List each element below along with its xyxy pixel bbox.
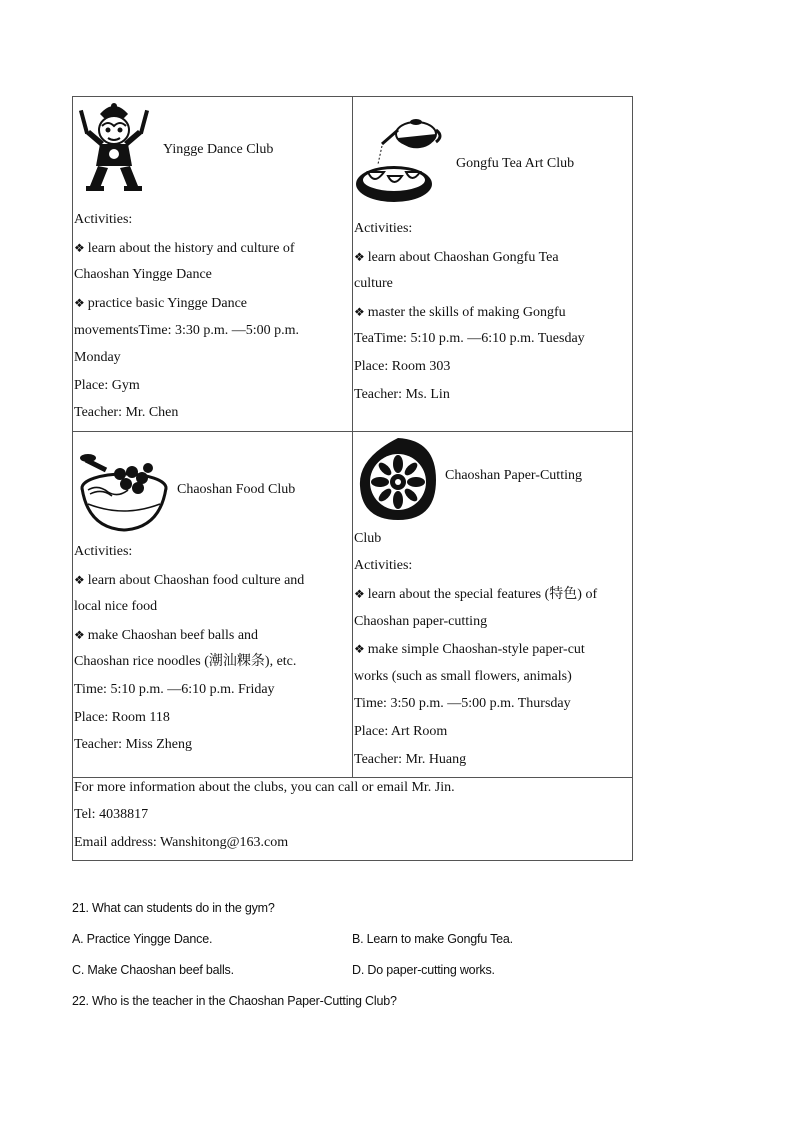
activity-text: make Chaoshan beef balls and bbox=[87, 628, 259, 643]
answer-option-d[interactable]: D. Do paper-cutting works. bbox=[352, 963, 495, 977]
teacher-text: Teacher: Mr. Huang bbox=[354, 752, 467, 767]
activity-text: learn about Chaoshan food culture and bbox=[87, 573, 305, 588]
activity-text: learn about the special features (特色) of bbox=[367, 587, 598, 602]
table-border-bottom bbox=[72, 860, 633, 861]
bullet-icon: ❖ bbox=[74, 573, 85, 587]
club-title: Gongfu Tea Art Club bbox=[456, 156, 575, 171]
activity-text: learn about the history and culture of bbox=[87, 241, 295, 256]
time-text: Time: 3:50 p.m. —5:00 p.m. Thursday bbox=[354, 696, 571, 711]
contact-email: Email address: Wanshitong@163.com bbox=[74, 835, 289, 850]
teacher-text: Teacher: Miss Zheng bbox=[74, 737, 192, 752]
yingge-dancer-icon bbox=[78, 100, 150, 194]
answer-option-b[interactable]: B. Learn to make Gongfu Tea. bbox=[352, 932, 513, 946]
time-text: Time: 5:10 p.m. —6:10 p.m. Friday bbox=[74, 682, 275, 697]
bullet-icon: ❖ bbox=[354, 587, 365, 601]
contact-tel: Tel: 4038817 bbox=[74, 807, 149, 822]
bullet-icon: ❖ bbox=[74, 628, 85, 642]
paper-cut-leaf-icon bbox=[358, 436, 438, 522]
activity-text: learn about Chaoshan Gongfu Tea bbox=[367, 250, 559, 265]
activity-text: Chaoshan rice noodles (潮汕粿条), etc. bbox=[74, 654, 297, 669]
teacher-text: Teacher: Ms. Lin bbox=[354, 387, 450, 402]
bullet-icon: ❖ bbox=[354, 642, 365, 656]
place-text: Place: Art Room bbox=[354, 724, 448, 739]
answer-option-c[interactable]: C. Make Chaoshan beef balls. bbox=[72, 963, 234, 977]
bullet-icon: ❖ bbox=[354, 305, 365, 319]
activity-text: Monday bbox=[74, 350, 121, 365]
club-title: Chaoshan Food Club bbox=[177, 482, 296, 497]
teacher-text: Teacher: Mr. Chen bbox=[74, 405, 179, 420]
contact-info: For more information about the clubs, you can call or email Mr. Jin. bbox=[74, 780, 455, 795]
activities-label: Activities: bbox=[354, 221, 413, 236]
table-border-right bbox=[632, 96, 633, 861]
table-row-divider bbox=[72, 777, 633, 778]
club-title-cont: Club bbox=[354, 531, 382, 546]
place-text: Place: Gym bbox=[74, 378, 140, 393]
question-stem: 21. What can students do in the gym? bbox=[72, 901, 275, 915]
activity-text: make simple Chaoshan-style paper-cut bbox=[367, 642, 585, 657]
activity-text: master the skills of making Gongfu bbox=[367, 305, 566, 320]
activity-bullet bbox=[354, 249, 559, 266]
activity-text: TeaTime: 5:10 p.m. —6:10 p.m. Tuesday bbox=[354, 331, 585, 346]
activity-bullet bbox=[74, 295, 247, 312]
activity-bullet bbox=[74, 240, 295, 257]
activities-label: Activities: bbox=[354, 558, 413, 573]
activities-label: Activities: bbox=[74, 544, 133, 559]
question-stem: 22. Who is the teacher in the Chaoshan Paper-Cutting Club? bbox=[72, 994, 397, 1008]
bullet-icon: ❖ bbox=[74, 241, 85, 255]
activity-bullet bbox=[74, 572, 304, 589]
activities-label: Activities: bbox=[74, 212, 133, 227]
activity-bullet bbox=[354, 641, 585, 658]
bullet-icon: ❖ bbox=[74, 296, 85, 310]
bullet-icon: ❖ bbox=[354, 250, 365, 264]
club-title: Chaoshan Paper-Cutting bbox=[445, 468, 582, 483]
activity-text: local nice food bbox=[74, 599, 158, 614]
activity-text: practice basic Yingge Dance bbox=[87, 296, 248, 311]
activity-bullet bbox=[354, 586, 597, 603]
activity-text: Chaoshan paper-cutting bbox=[354, 614, 488, 629]
place-text: Place: Room 303 bbox=[354, 359, 451, 374]
activity-text: culture bbox=[354, 276, 393, 291]
club-title: Yingge Dance Club bbox=[163, 142, 274, 157]
teapot-icon bbox=[354, 116, 444, 208]
answer-option-a[interactable]: A. Practice Yingge Dance. bbox=[72, 932, 213, 946]
activity-text: works (such as small flowers, animals) bbox=[354, 669, 572, 684]
activity-text: Chaoshan Yingge Dance bbox=[74, 267, 212, 282]
place-text: Place: Room 118 bbox=[74, 710, 170, 725]
table-column-divider bbox=[352, 96, 353, 777]
table-border-left bbox=[72, 96, 73, 861]
activity-text: movementsTime: 3:30 p.m. —5:00 p.m. bbox=[74, 323, 300, 338]
activity-bullet bbox=[74, 627, 258, 644]
activity-bullet bbox=[354, 304, 566, 321]
noodle-bowl-icon bbox=[78, 448, 170, 534]
